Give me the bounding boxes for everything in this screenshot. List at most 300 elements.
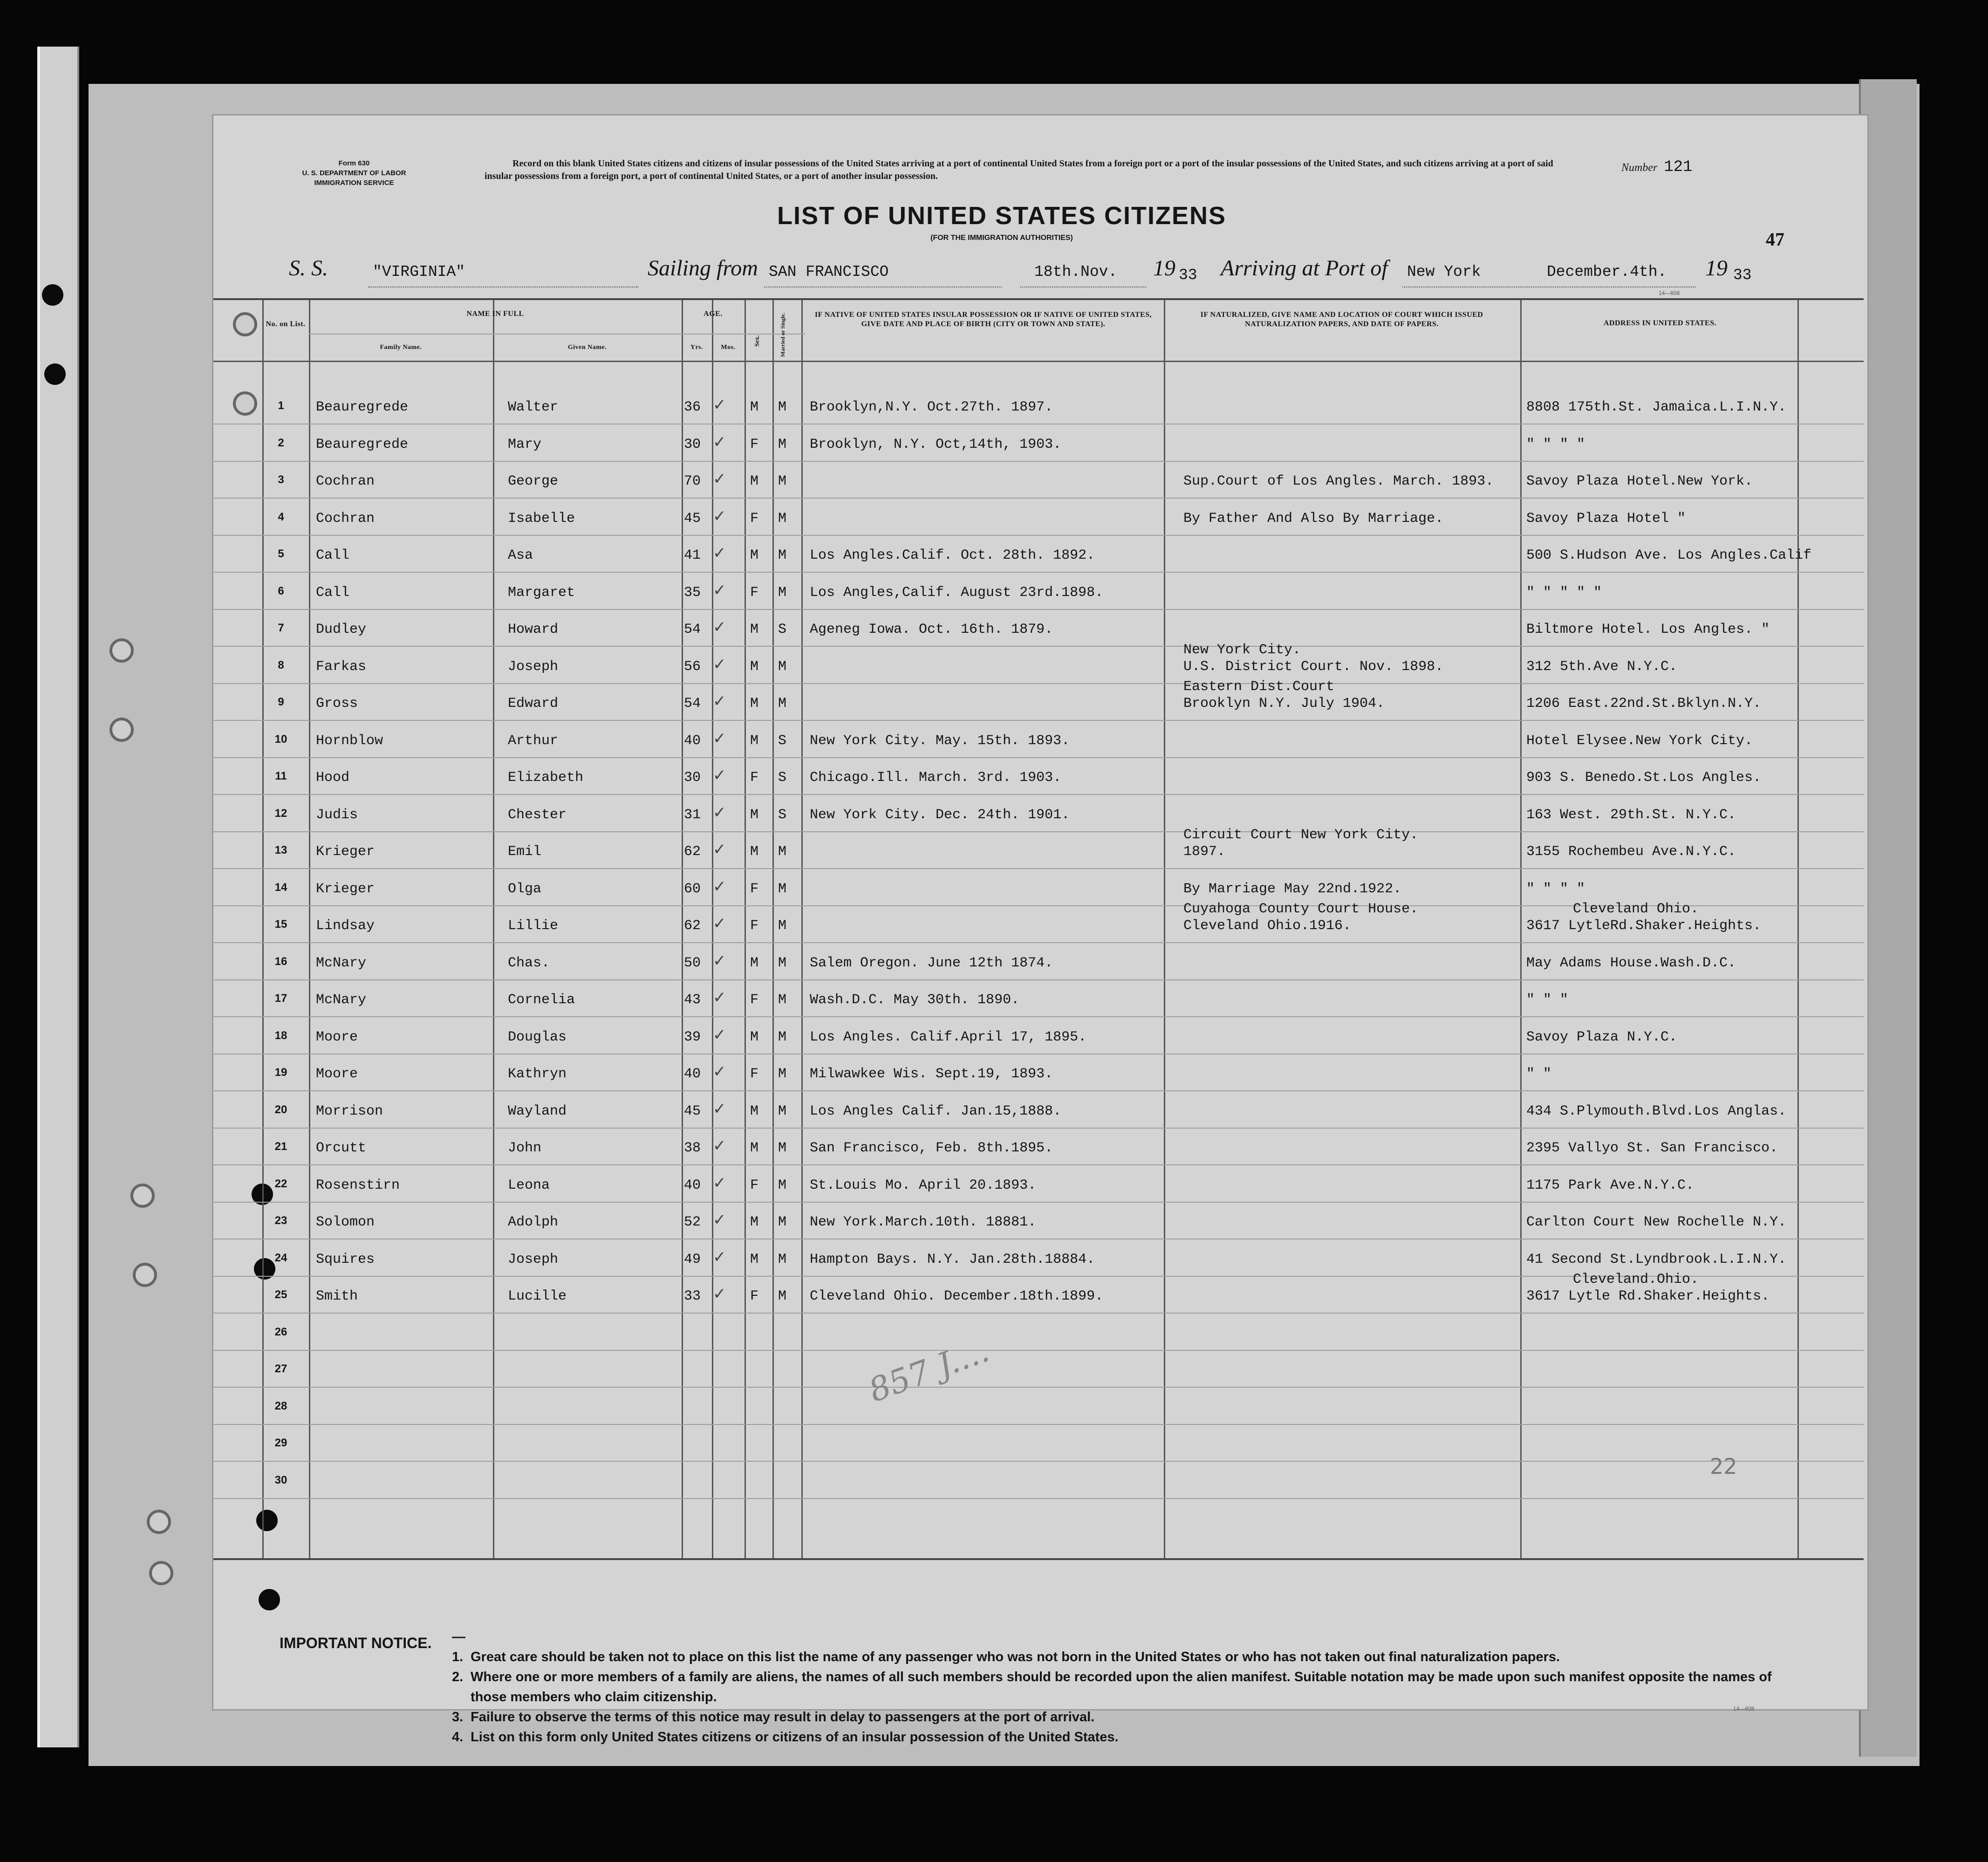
us-address: " ": [1526, 1066, 1552, 1082]
sex: M: [750, 548, 759, 563]
age-years: 30: [684, 436, 701, 452]
family-name: Moore: [316, 1029, 358, 1045]
us-address: 903 S. Benedo.St.Los Angles.: [1526, 770, 1762, 786]
row-rule: [213, 1016, 1864, 1017]
departure-year-prefix: 19: [1153, 256, 1175, 281]
sex: F: [750, 770, 759, 786]
age-years: 60: [684, 881, 701, 897]
us-address: 3617 LytleRd.Shaker.Heights.: [1526, 918, 1762, 934]
row-number: 28: [274, 1399, 287, 1412]
row-rule: [213, 535, 1864, 536]
family-name: Beauregrede: [316, 436, 409, 452]
header-bottom-line: [213, 361, 1864, 362]
checkmark-icon: ✓: [713, 544, 726, 562]
row-rule: [213, 683, 1864, 684]
notice-label: IMPORTANT NOTICE.: [280, 1635, 432, 1651]
sex: M: [750, 1140, 759, 1156]
checkmark-icon: ✓: [713, 951, 726, 970]
row-rule: [213, 757, 1864, 758]
header-age: AGE.: [704, 310, 723, 318]
date-underline: [1020, 287, 1146, 288]
naturalization-court: Cuyahoga County Court House.: [1183, 901, 1419, 917]
row-rule: [213, 1164, 1864, 1165]
checkmark-icon: ✓: [713, 432, 726, 452]
age-years: 40: [684, 1177, 701, 1193]
sex: F: [750, 436, 759, 452]
family-name: Farkas: [316, 658, 367, 675]
binder-ring: [130, 1184, 155, 1208]
family-name: Orcutt: [316, 1140, 367, 1156]
punch-hole: [42, 284, 63, 306]
sex: M: [750, 732, 759, 749]
naturalization-court: Eastern Dist.Court: [1183, 679, 1335, 695]
row-number: 17: [274, 992, 287, 1005]
age-years: 39: [684, 1029, 701, 1045]
notice-item: [452, 1627, 1803, 1667]
marital-status: M: [778, 918, 787, 934]
us-address: May Adams House.Wash.D.C.: [1526, 955, 1736, 971]
marital-status: S: [778, 732, 787, 749]
age-years: 31: [684, 807, 701, 823]
checkmark-icon: ✓: [713, 1025, 726, 1044]
given-name: Douglas: [508, 1029, 567, 1045]
row-rule: [213, 461, 1864, 462]
header-years: Yrs.: [690, 344, 704, 351]
birth-place-date: Ageneg Iowa. Oct. 16th. 1879.: [810, 622, 1053, 637]
family-name: Lindsay: [316, 918, 375, 934]
family-name: Judis: [316, 807, 358, 823]
us-address: 500 S.Hudson Ave. Los Angles.Calif: [1526, 548, 1812, 563]
print-code-bottom: 14—608: [1733, 1705, 1755, 1712]
sex: F: [750, 584, 759, 601]
column-divider: [1164, 300, 1165, 1558]
given-name: Howard: [508, 622, 559, 637]
us-address: 312 5th.Ave N.Y.C.: [1526, 658, 1678, 675]
family-name: Gross: [316, 696, 358, 712]
row-number: 13: [274, 844, 287, 856]
page-title: LIST OF UNITED STATES CITIZENS: [777, 202, 1226, 230]
checkmark-icon: ✓: [713, 1062, 726, 1081]
checkmark-icon: ✓: [713, 1211, 726, 1229]
row-number: 29: [274, 1437, 287, 1449]
sex: M: [750, 622, 759, 637]
row-rule: [213, 831, 1864, 832]
age-years: 62: [684, 918, 701, 934]
family-name: Smith: [316, 1288, 358, 1304]
notice-item: [452, 1667, 1803, 1707]
given-name: Olga: [508, 881, 542, 897]
given-name: Lucille: [508, 1288, 567, 1304]
row-rule: [213, 868, 1864, 869]
marital-status: M: [778, 881, 787, 897]
form-identifier: [280, 158, 429, 188]
marital-status: M: [778, 1251, 787, 1267]
punch-hole: [259, 1589, 280, 1610]
family-name: Morrison: [316, 1103, 383, 1119]
given-name: Margaret: [508, 584, 575, 601]
checkmark-icon: ✓: [713, 1285, 726, 1303]
form-number: Form 630: [338, 159, 370, 167]
row-number: 14: [274, 881, 287, 894]
binder-ring: [149, 1561, 173, 1585]
row-number: 9: [278, 696, 284, 708]
given-name: Cornelia: [508, 992, 575, 1008]
age-years: 38: [684, 1140, 701, 1156]
birth-place-date: Wash.D.C. May 30th. 1890.: [810, 992, 1020, 1008]
family-name: McNary: [316, 992, 367, 1008]
header-sex: Sex.: [754, 335, 761, 347]
family-name: Cochran: [316, 473, 375, 489]
header-months: Mos.: [721, 344, 736, 351]
row-number: 26: [274, 1325, 287, 1338]
birth-place-date: Cleveland Ohio. December.18th.1899.: [810, 1288, 1104, 1304]
row-rule: [213, 720, 1864, 721]
marital-status: M: [778, 1029, 787, 1045]
row-number: 24: [274, 1251, 287, 1264]
row-number: 11: [275, 770, 287, 782]
row-rule: [213, 1461, 1864, 1462]
age-years: 33: [684, 1288, 701, 1304]
binder-ring: [147, 1510, 171, 1534]
column-divider: [1520, 300, 1522, 1558]
given-name: George: [508, 473, 559, 489]
birth-place-date: New York City. Dec. 24th. 1901.: [810, 807, 1070, 823]
record-instructions: Record on this blank United States citizens and citizens of insular possessions of the United States arriving at a port of continental United States from a foreign port or a port of the insular possessions of the United States, and such citizens arriving at a port of said insular possessions from a foreign port, a port of continental United States, or a port of another insular possession.: [485, 158, 1553, 181]
column-divider: [745, 300, 746, 1558]
family-name: McNary: [316, 955, 367, 971]
sex: M: [750, 1251, 759, 1267]
us-address: 434 S.Plymouth.Blvd.Los Anglas.: [1526, 1103, 1787, 1119]
birth-place-date: Salem Oregon. June 12th 1874.: [810, 955, 1053, 971]
given-name: Edward: [508, 696, 559, 712]
row-number: 30: [274, 1473, 287, 1486]
ship-underline: [368, 287, 638, 288]
age-years: 54: [684, 622, 701, 637]
header-married-or-single: Married or Single.: [779, 313, 786, 357]
marital-status: M: [778, 844, 787, 860]
notice-item-number: 3.: [452, 1710, 464, 1725]
birth-place-date: Brooklyn, N.Y. Oct,14th, 1903.: [810, 436, 1062, 452]
row-number: 18: [274, 1029, 287, 1042]
given-name: Joseph: [508, 1251, 559, 1267]
column-divider: [309, 300, 310, 1558]
naturalization-detail: Sup.Court of Los Angles. March. 1893.: [1183, 473, 1494, 489]
given-name: Lillie: [508, 918, 559, 934]
number-value: 121: [1664, 158, 1693, 176]
header-birth: IF NATIVE OF UNITED STATES INSULAR POSSESSION OR IF NATIVE OF UNITED STATES, GIVE DATE AND PLACE OF BIRTH (CITY OR TOWN AND STATE).: [814, 311, 1152, 328]
marital-status: S: [778, 807, 787, 823]
row-number: 23: [274, 1214, 287, 1227]
marital-status: M: [778, 1140, 787, 1156]
row-number: 16: [274, 955, 287, 968]
checkmark-icon: ✓: [713, 655, 726, 674]
given-name: Emil: [508, 844, 542, 860]
row-number: 20: [274, 1103, 287, 1116]
naturalization-court: Circuit Court New York City.: [1183, 827, 1419, 843]
marital-status: M: [778, 1177, 787, 1193]
marital-status: M: [778, 510, 787, 527]
notice-list: [452, 1627, 1803, 1747]
sex: M: [750, 1103, 759, 1119]
marital-status: S: [778, 770, 787, 786]
sex: M: [750, 658, 759, 675]
row-rule: [213, 572, 1864, 573]
age-years: 45: [684, 510, 701, 527]
family-name: Squires: [316, 1251, 375, 1267]
age-years: 35: [684, 584, 701, 601]
checkmark-icon: ✓: [713, 729, 726, 748]
family-name: Rosenstirn: [316, 1177, 400, 1193]
header-naturalized: IF NATURALIZED, GIVE NAME AND LOCATION OF COURT WHICH ISSUED NATURALIZATION PAPERS, AND DATE OF PAPERS.: [1200, 311, 1483, 328]
row-number: 2: [278, 436, 284, 449]
departure-date: 18th.Nov.: [1034, 263, 1118, 281]
marital-status: M: [778, 696, 787, 712]
checkmark-icon: ✓: [713, 581, 726, 600]
sex: F: [750, 1177, 759, 1193]
given-name: Walter: [508, 399, 559, 415]
sex: F: [750, 510, 759, 527]
handwritten-annotation: 857 J....: [864, 1331, 994, 1410]
checkmark-icon: ✓: [713, 1247, 726, 1266]
row-number: 4: [278, 510, 284, 523]
sex: M: [750, 1029, 759, 1045]
age-years: 49: [684, 1251, 701, 1267]
us-address: Hotel Elysee.New York City.: [1526, 732, 1753, 749]
given-name: Joseph: [508, 658, 559, 675]
sex: F: [750, 1066, 759, 1082]
birth-place-date: Los Angles.Calif. Oct. 28th. 1892.: [810, 548, 1095, 563]
checkmark-icon: ✓: [713, 840, 726, 859]
header-divider: [309, 334, 805, 335]
us-address: 3155 Rochembeu Ave.N.Y.C.: [1526, 844, 1736, 860]
marital-status: M: [778, 992, 787, 1008]
us-address: Savoy Plaza Hotel.New York.: [1526, 473, 1753, 489]
row-number: 21: [274, 1140, 287, 1153]
checkmark-icon: ✓: [713, 1136, 726, 1155]
sex: F: [750, 918, 759, 934]
row-rule: [213, 942, 1864, 943]
row-rule: [213, 1350, 1864, 1351]
arriving-label: Arriving at Port of: [1221, 256, 1388, 281]
sex: F: [750, 1288, 759, 1304]
marital-status: M: [778, 436, 787, 452]
column-divider: [801, 300, 803, 1558]
list-number: [1621, 158, 1693, 176]
notice-item-text: Great care should be taken not to place on this list the name of any passenger who was not born in the United States or who has not taken out final naturalization papers.: [471, 1650, 1560, 1664]
row-rule: [213, 1090, 1864, 1091]
binder-ring: [133, 1263, 157, 1287]
departure-port: SAN FRANCISCO: [769, 263, 889, 281]
sex: M: [750, 399, 759, 415]
sex: M: [750, 955, 759, 971]
column-divider: [493, 300, 494, 1558]
given-name: Elizabeth: [508, 770, 584, 786]
birth-place-date: Los Angles. Calif.April 17, 1895.: [810, 1029, 1087, 1045]
row-rule: [213, 1387, 1864, 1388]
arrival-year-suffix: 33: [1733, 267, 1752, 284]
marital-status: M: [778, 548, 787, 563]
header-address: ADDRESS IN UNITED STATES.: [1603, 319, 1717, 327]
header-given-name: Given Name.: [567, 344, 607, 351]
binder-ring: [109, 718, 134, 742]
birth-place-date: Brooklyn,N.Y. Oct.27th. 1897.: [810, 399, 1053, 415]
us-address: " " ": [1526, 992, 1569, 1008]
checkmark-icon: ✓: [713, 507, 726, 526]
row-number: 27: [274, 1362, 287, 1375]
family-name: Hood: [316, 770, 350, 786]
header-name-in-full: NAME IN FULL: [466, 310, 524, 318]
arrival-underline: [1402, 287, 1696, 288]
age-years: 36: [684, 399, 701, 415]
naturalization-detail: Brooklyn N.Y. July 1904.: [1183, 696, 1385, 712]
age-years: 56: [684, 658, 701, 675]
page-subtitle: (FOR THE IMMIGRATION AUTHORITIES): [930, 234, 1073, 242]
us-address: 1206 East.22nd.St.Bklyn.N.Y.: [1526, 696, 1762, 712]
checkmark-icon: ✓: [713, 1173, 726, 1192]
age-years: 41: [684, 548, 701, 563]
age-years: 40: [684, 1066, 701, 1082]
given-name: Wayland: [508, 1103, 567, 1119]
row-rule: [213, 1424, 1864, 1425]
age-years: 62: [684, 844, 701, 860]
passenger-table: [213, 298, 1864, 1560]
family-name: Call: [316, 548, 350, 563]
row-number: 7: [278, 622, 284, 634]
age-years: 70: [684, 473, 701, 489]
naturalization-detail: By Father And Also By Marriage.: [1183, 510, 1444, 527]
given-name: Kathryn: [508, 1066, 567, 1082]
birth-place-date: Chicago.Ill. March. 3rd. 1903.: [810, 770, 1062, 786]
header-family-name: Family Name.: [380, 344, 422, 351]
age-years: 54: [684, 696, 701, 712]
row-rule: [213, 1313, 1864, 1314]
handwritten-page-mark: 22: [1710, 1454, 1737, 1479]
notice-item: [452, 1727, 1803, 1747]
naturalization-detail: Cleveland Ohio.1916.: [1183, 918, 1352, 934]
us-address: 41 Second St.Lyndbrook.L.I.N.Y.: [1526, 1251, 1787, 1267]
marital-status: M: [778, 658, 787, 675]
department-name: U. S. DEPARTMENT OF LABOR: [302, 169, 406, 177]
row-rule: [213, 979, 1864, 980]
checkmark-icon: ✓: [713, 692, 726, 711]
row-rule: [213, 1498, 1864, 1499]
header-no-on-list: No. on List.: [266, 320, 306, 328]
marital-status: M: [778, 1103, 787, 1119]
us-address: 8808 175th.St. Jamaica.L.I.N.Y.: [1526, 399, 1787, 415]
birth-place-date: Milwawkee Wis. Sept.19, 1893.: [810, 1066, 1053, 1082]
row-number: 22: [274, 1177, 287, 1190]
marital-status: M: [778, 1066, 787, 1082]
row-rule: [213, 1202, 1864, 1203]
checkmark-icon: ✓: [713, 877, 726, 896]
notice-item: [452, 1707, 1803, 1727]
address-city: Cleveland.Ohio.: [1573, 1272, 1699, 1287]
sex: M: [750, 844, 759, 860]
checkmark-icon: ✓: [713, 470, 726, 488]
ship-name: "VIRGINIA": [373, 263, 465, 281]
given-name: Adolph: [508, 1214, 559, 1230]
birth-place-date: St.Louis Mo. April 20.1893.: [810, 1177, 1037, 1193]
age-years: 43: [684, 992, 701, 1008]
us-address: Carlton Court New Rochelle N.Y.: [1526, 1214, 1787, 1230]
column-divider: [1797, 300, 1799, 1558]
sex: M: [750, 696, 759, 712]
row-rule: [213, 609, 1864, 610]
us-address: " " " " ": [1526, 584, 1602, 601]
given-name: Asa: [508, 548, 533, 563]
row-number: 3: [278, 473, 284, 486]
family-name: Krieger: [316, 844, 375, 860]
us-address: " " " ": [1526, 881, 1585, 897]
birth-place-date: Hampton Bays. N.Y. Jan.28th.18884.: [810, 1251, 1095, 1267]
given-name: Chas.: [508, 955, 550, 971]
naturalization-detail: By Marriage May 22nd.1922.: [1183, 881, 1402, 897]
naturalization-detail: U.S. District Court. Nov. 1898.: [1183, 658, 1444, 675]
given-name: Arthur: [508, 732, 559, 749]
age-years: 52: [684, 1214, 701, 1230]
birth-place-date: New York.March.10th. 18881.: [810, 1214, 1037, 1230]
marital-status: M: [778, 955, 787, 971]
marital-status: S: [778, 622, 787, 637]
row-number: 10: [274, 732, 287, 746]
row-rule: [213, 646, 1864, 647]
given-name: Mary: [508, 436, 542, 452]
age-years: 40: [684, 732, 701, 749]
given-name: Chester: [508, 807, 567, 823]
row-rule: [213, 1128, 1864, 1129]
family-name: Moore: [316, 1066, 358, 1082]
number-label: Number: [1621, 162, 1658, 174]
checkmark-icon: ✓: [713, 1099, 726, 1118]
naturalization-detail: 1897.: [1183, 844, 1226, 860]
birth-place-date: Los Angles Calif. Jan.15,1888.: [810, 1103, 1062, 1119]
family-name: Call: [316, 584, 350, 601]
marital-status: M: [778, 1214, 787, 1230]
notice-item-number: 4.: [452, 1730, 464, 1745]
punch-hole: [44, 363, 66, 385]
birth-place-date: New York City. May. 15th. 1893.: [810, 732, 1070, 749]
row-number: 15: [274, 918, 287, 931]
checkmark-icon: ✓: [713, 988, 726, 1007]
family-name: Solomon: [316, 1214, 375, 1230]
birth-place-date: San Francisco, Feb. 8th.1895.: [810, 1140, 1053, 1156]
arrival-port: New York: [1407, 263, 1481, 281]
column-divider: [682, 300, 683, 1558]
sailing-label: Sailing from: [648, 256, 758, 281]
arrival-date: December.4th.: [1547, 263, 1667, 281]
sex: F: [750, 992, 759, 1008]
sex: M: [750, 473, 759, 489]
family-name: Krieger: [316, 881, 375, 897]
departure-year-suffix: 33: [1179, 267, 1197, 284]
binder-ring: [109, 638, 134, 663]
checkmark-icon: ✓: [713, 396, 726, 414]
us-address: 2395 Vallyo St. San Francisco.: [1526, 1140, 1778, 1156]
address-city: Cleveland Ohio.: [1573, 901, 1699, 917]
arrival-year-prefix: 19: [1705, 256, 1728, 281]
us-address: Savoy Plaza Hotel ": [1526, 510, 1686, 527]
checkmark-icon: ✓: [713, 914, 726, 933]
naturalization-court: New York City.: [1183, 642, 1301, 658]
column-divider: [262, 300, 264, 1558]
page-number: 47: [1766, 229, 1784, 250]
us-address: 3617 Lytle Rd.Shaker.Heights.: [1526, 1288, 1770, 1304]
age-years: 50: [684, 955, 701, 971]
checkmark-icon: ✓: [713, 803, 726, 822]
us-address: Savoy Plaza N.Y.C.: [1526, 1029, 1678, 1045]
family-name: Cochran: [316, 510, 375, 527]
family-name: Hornblow: [316, 732, 383, 749]
